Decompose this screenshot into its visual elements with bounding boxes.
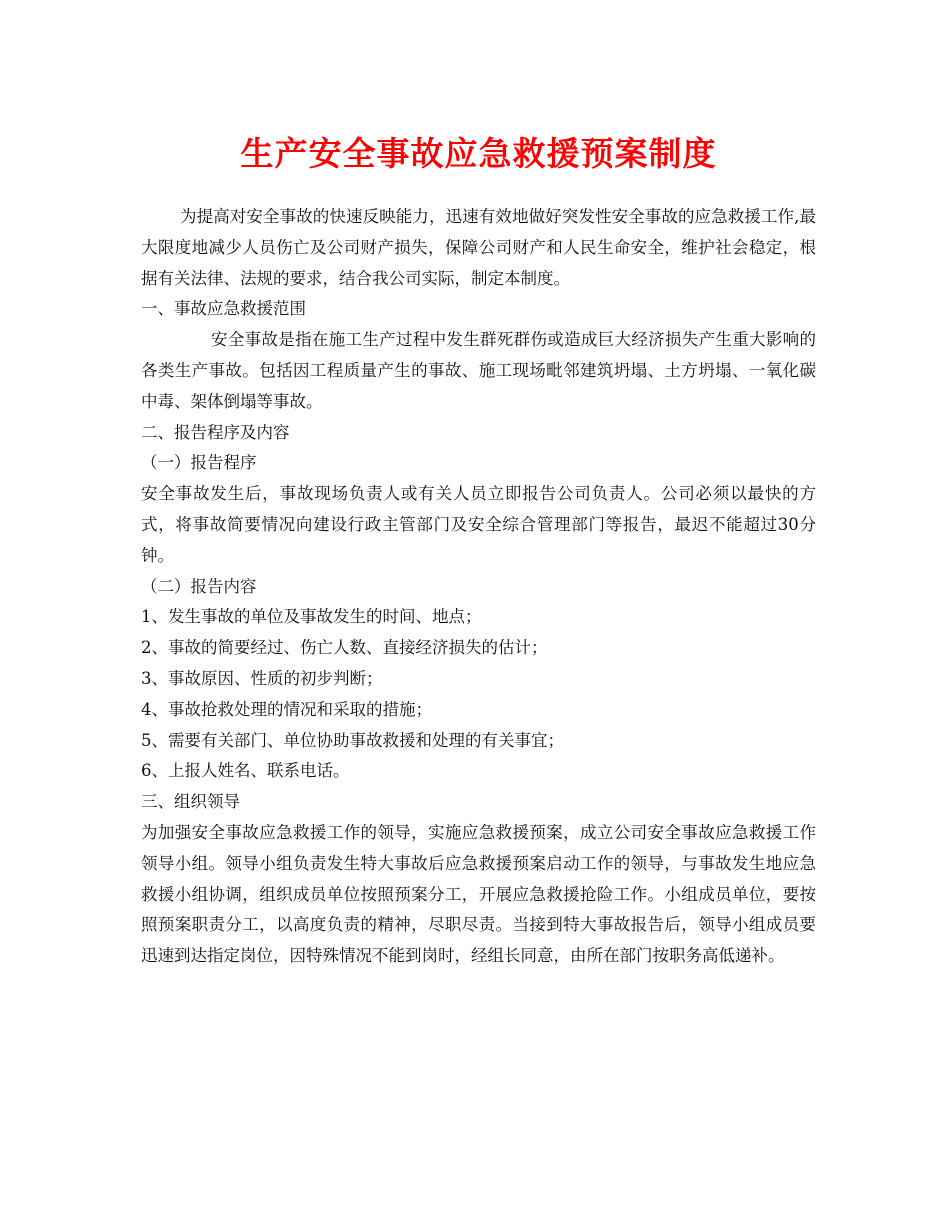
intro-paragraph: 为提高对安全事故的快速反映能力，迅速有效地做好突发性安全事故的应急救援工作,最大限度地减少人员伤亡及公司财产损失，保障公司财产和人民生命安全，维护社会稳定，根据有关法律、法规的要求，结合我公司实际，制定本制度。 [141, 207, 816, 288]
section-2-sub-2-heading: （二）报告内容 [141, 576, 257, 596]
section-1-heading: 一、事故应急救援范围 [141, 299, 306, 319]
list-item: 3、事故原因、性质的初步判断； [141, 668, 383, 688]
document-title: 生产安全事故应急救援预案制度 [240, 134, 717, 173]
section-3-heading: 三、组织领导 [141, 792, 240, 812]
list-item: 6、上报人姓名、联系电话。 [141, 761, 350, 781]
section-2-sub-1-heading: （一）报告程序 [141, 453, 257, 473]
section-1-paragraph: 安全事故是指在施工生产过程中发生群死群伤或造成巨大经济损失产生重大影响的各类生产事故。包括因工程质量产生的事故、施工现场毗邻建筑坍塌、土方坍塌、一氧化碳中毒、架体倒塌等事故。 [141, 330, 816, 411]
list-item: 5、需要有关部门、单位协助事故救援和处理的有关事宜； [141, 730, 564, 750]
list-item: 2、事故的简要经过、伤亡人数、直接经济损失的估计； [141, 638, 548, 658]
section-2-sub-1-paragraph: 安全事故发生后，事故现场负责人或有关人员立即报告公司负责人。公司必须以最快的方式，将事故简要情况向建设行政主管部门及安全综合管理部门等报告，最迟不能超过30分钟。 [141, 484, 816, 565]
list-item: 4、事故抢救处理的情况和采取的措施； [141, 699, 432, 719]
document-body [141, 202, 816, 972]
section-3-paragraph: 为加强安全事故应急救援工作的领导，实施应急救援预案，成立公司安全事故应急救援工作领导小组。领导小组负责发生特大事故后应急救援预案启动工作的领导，与事故发生地应急救援小组协调，组织成员单位按照预案分工，开展应急救援抢险工作。小组成员单位，要按照预案职责分工，以高度负责的精神，尽职尽责。当接到特大事故报告后，领导小组成员要迅速到达指定岗位，因特殊情况不能到岗时，经组长同意，由所在部门按职务高低递补。 [141, 822, 816, 966]
list-item: 1、发生事故的单位及事故发生的时间、地点； [141, 607, 482, 627]
section-2-heading: 二、报告程序及内容 [141, 422, 290, 442]
